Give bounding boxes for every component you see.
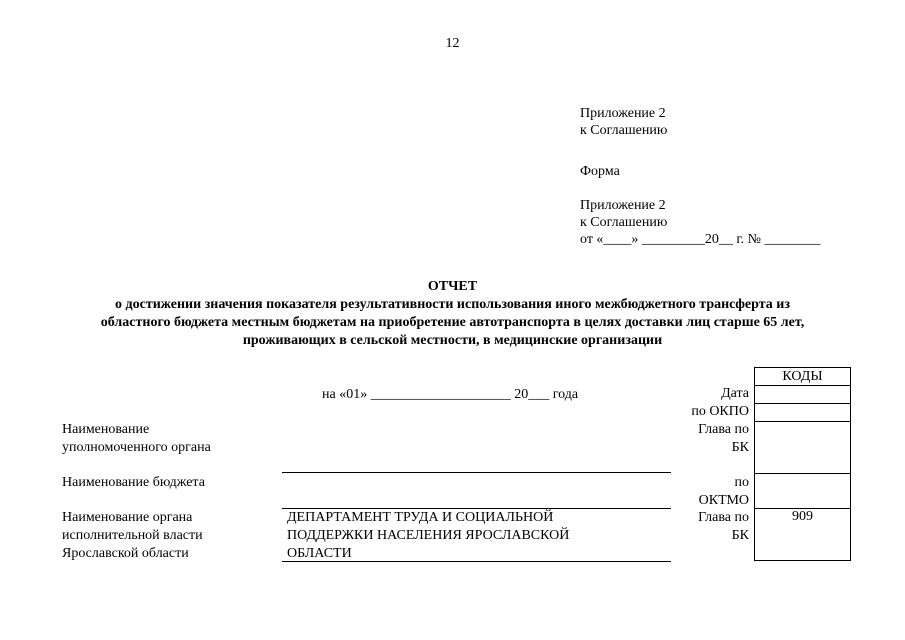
codes-header: КОДЫ xyxy=(755,368,851,386)
appendix-block xyxy=(580,105,820,248)
label-line: БК xyxy=(731,528,749,543)
label-line: уполномоченного органа xyxy=(62,440,211,455)
label-line: БК xyxy=(731,440,749,455)
report-subtitle-line: о достижении значения показателя результативности использования иного межбюджетного трансферта из xyxy=(115,297,790,312)
okpo-code-cell xyxy=(755,404,851,422)
executive-org-label xyxy=(62,509,203,563)
budget-chapter-code-cell xyxy=(755,422,851,474)
appendix-line: Приложение 2 xyxy=(580,106,666,121)
appendix-line: к Соглашению xyxy=(580,215,668,230)
department-name-line: ДЕПАРТАМЕНТ ТРУДА И СОЦИАЛЬНОЙ xyxy=(287,510,554,525)
budget-chapter-label-2 xyxy=(650,509,749,545)
date-code-label: Дата xyxy=(721,386,749,401)
agreement-date-line: от «____» _________20__ г. № ________ xyxy=(580,232,821,247)
form-label: Форма xyxy=(580,164,620,179)
label-line: ОКТМО xyxy=(698,493,749,508)
label-line: Наименование органа xyxy=(62,510,193,525)
label-line: Ярославской области xyxy=(62,546,189,561)
oktmo-code-cell xyxy=(755,474,851,509)
report-subtitle-line: проживающих в сельской местности, в медицинские организации xyxy=(242,333,663,348)
department-name-line: ОБЛАСТИ xyxy=(287,546,352,561)
oktmo-code-label xyxy=(650,474,749,510)
date-code-cell xyxy=(755,386,851,404)
report-subtitle-line: областного бюджета местным бюджетам на приобретение автотранспорта в целях доставки лиц старше 65 лет, xyxy=(100,315,805,330)
report-title xyxy=(40,278,865,350)
appendix-line: к Соглашению xyxy=(580,123,668,138)
label-line: по xyxy=(734,475,749,490)
appendix-line: Приложение 2 xyxy=(580,198,666,213)
label-line: Глава по xyxy=(698,510,749,525)
okpo-code-label: по ОКПО xyxy=(691,404,749,419)
report-date-line: на «01» ____________________ 20___ года xyxy=(322,387,579,402)
codes-table xyxy=(754,367,851,561)
budget-chapter-code-cell-2: 909 xyxy=(755,509,851,561)
label-line: Наименование xyxy=(62,422,150,437)
budget-label: Наименование бюджета xyxy=(62,475,205,490)
report-heading: ОТЧЕТ xyxy=(427,279,478,294)
authorized-org-label xyxy=(62,421,211,457)
authorized-org-field-line xyxy=(282,472,671,473)
department-name-line: ПОДДЕРЖКИ НАСЕЛЕНИЯ ЯРОСЛАВСКОЙ xyxy=(287,528,570,543)
label-line: Глава по xyxy=(698,422,749,437)
page-number: 12 xyxy=(445,36,460,51)
department-name xyxy=(287,509,569,563)
label-line: исполнительной власти xyxy=(62,528,203,543)
budget-chapter-label xyxy=(650,421,749,457)
